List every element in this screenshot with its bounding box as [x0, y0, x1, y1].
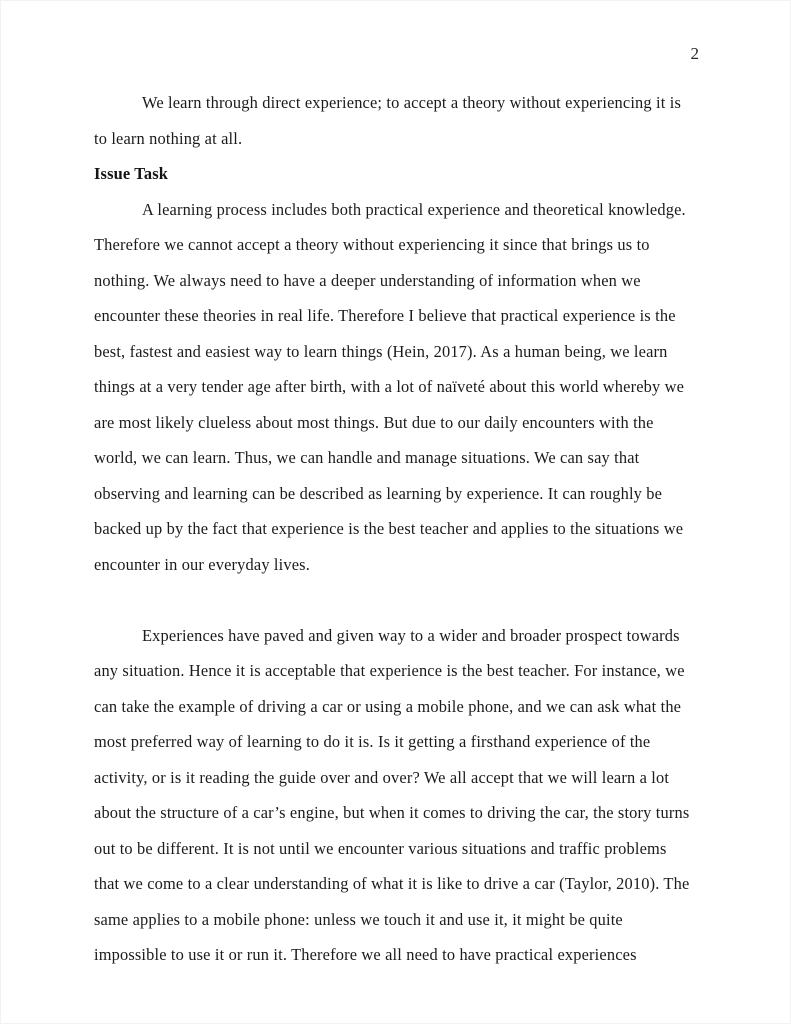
paragraph-opening: We learn through direct experience; to accept a theory without experiencing it is to learn nothing at all. — [94, 93, 681, 148]
paragraph-body-1: A learning process includes both practical experience and theoretical knowledge. Therefore we cannot accept a theory without experiencing it since that brings us to nothing. We always need to have a deeper understanding of information when we encounter these theories in real life. Therefore I believe that practical experience is the best, fastest and easiest way to learn things (Hein, 2017). As a human being, we learn things at a very tender age after birth, with a lot of naïveté about this world whereby we are most likely clueless about most things. But due to our daily encounters with the world, we can learn. Thus, we can handle and manage situations. We can say that observing and learning can be described as learning by experience. It can roughly be backed up by the fact that experience is the best teacher and applies to the situations we encounter in our everyday lives. — [94, 199, 686, 574]
page-number: 2 — [690, 44, 699, 63]
section-heading-issue-task: Issue Task — [94, 164, 169, 183]
paragraph-body-2: Experiences have paved and given way to a wider and broader prospect towards any situation. Hence it is acceptable that experience is the best teacher. For instance, we can take the example of driving a car or using a mobile phone, and we can ask what the most preferred way of learning to do it is. Is it getting a firsthand experience of the activity, or is it reading the guide over and over? We all accept that we will learn a lot about the structure of a car’s engine, but when it comes to driving the car, the story turns out to be different. It is not until we encounter various situations and traffic problems that we come to a clear understanding of what it is like to drive a car (Taylor, 2010). The same applies to a mobile phone: unless we touch it and use it, it might be quite impossible to use it or run it. Therefore we all need to have practical experiences — [94, 625, 690, 964]
document-body — [94, 85, 694, 973]
